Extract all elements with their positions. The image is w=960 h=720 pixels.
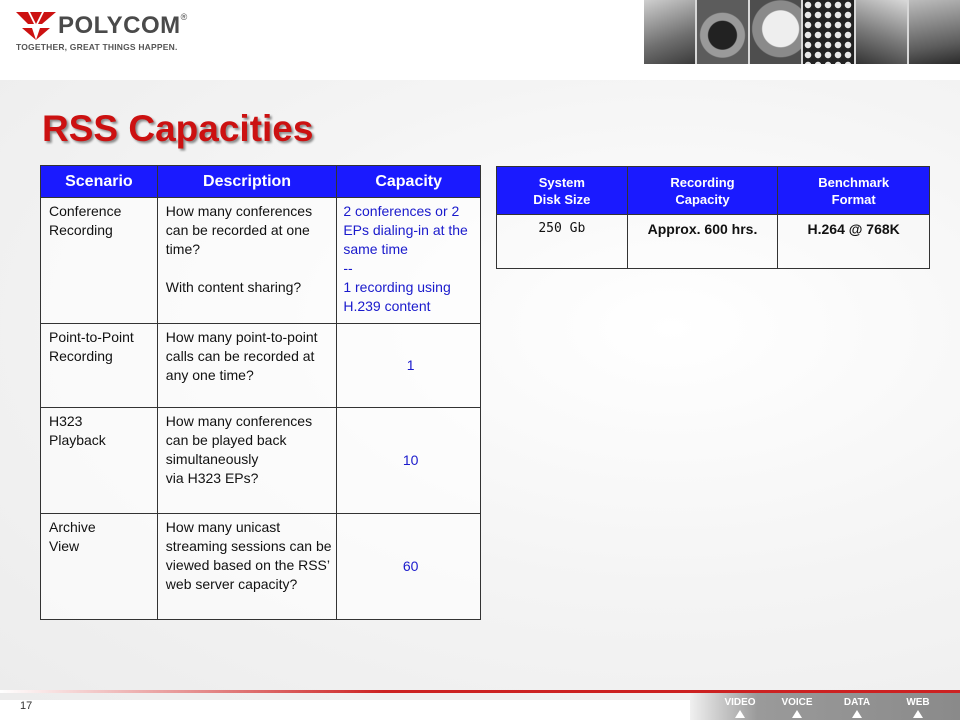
brand-tagline: TOGETHER, GREAT THINGS HAPPEN. [16,42,178,52]
scenario-cell: Conference Recording [41,198,158,324]
footer-nav-label: WEB [906,697,930,708]
column-header: Scenario [41,166,158,198]
header [0,0,960,66]
scenario-cell: H323 Playback [41,408,158,514]
footer-nav-label: VOICE [781,697,813,708]
capacity-cell: 10 [337,408,481,514]
capacity-table [40,165,481,620]
brand-name: POLYCOM® [58,12,188,39]
header-photo [803,0,854,64]
benchmark-format-cell: H.264 @ 768K [778,215,930,269]
column-header: Description [157,166,337,198]
up-arrow-icon [735,710,745,718]
description-cell: How many conferences can be played back simultaneously via H323 EPs? [157,408,337,514]
header-photo [697,0,748,64]
column-header: System Disk Size [497,167,628,215]
header-photo [856,0,907,64]
footer-nav-voice [775,697,819,718]
scenario-cell: Point-to-Point Recording [41,324,158,408]
system-table [496,166,930,269]
capacity-cell: 60 [337,514,481,620]
header-photo [750,0,801,64]
footer-nav-video [718,697,762,718]
polycom-logo-icon [14,10,58,46]
column-header: Capacity [337,166,481,198]
page-number: 17 [20,700,33,712]
capacity-cell: 1 [337,324,481,408]
header-photo [909,0,960,64]
footer-nav-label: VIDEO [724,697,756,708]
header-photo [644,0,695,64]
disk-size-cell: 250 Gb [497,215,628,269]
table-header-row [41,166,481,198]
table-row [41,198,481,324]
recording-capacity-cell: Approx. 600 hrs. [627,215,778,269]
description-cell: How many conferences can be recorded at one time? With content sharing? [157,198,337,324]
column-header: Benchmark Format [778,167,930,215]
table-row [497,215,930,269]
description-cell: How many unicast streaming sessions can be viewed based on the RSS’ web server capacity? [157,514,337,620]
up-arrow-icon [852,710,862,718]
column-header: Recording Capacity [627,167,778,215]
scenario-cell: Archive View [41,514,158,620]
up-arrow-icon [913,710,923,718]
description-cell: How many point-to-point calls can be recorded at any one time? [157,324,337,408]
capacity-cell: 2 conferences or 2 EPs dialing-in at the same time -- 1 recording using H.239 content [337,198,481,324]
slide-title: RSS Capacities [42,108,314,149]
table-header-row [497,167,930,215]
footer-nav-data [835,697,879,718]
header-photo-strip [644,0,960,64]
table-row [41,408,481,514]
footer-nav-web [896,697,940,718]
table-row [41,514,481,620]
up-arrow-icon [792,710,802,718]
table-row [41,324,481,408]
footer-nav-label: DATA [843,697,871,708]
